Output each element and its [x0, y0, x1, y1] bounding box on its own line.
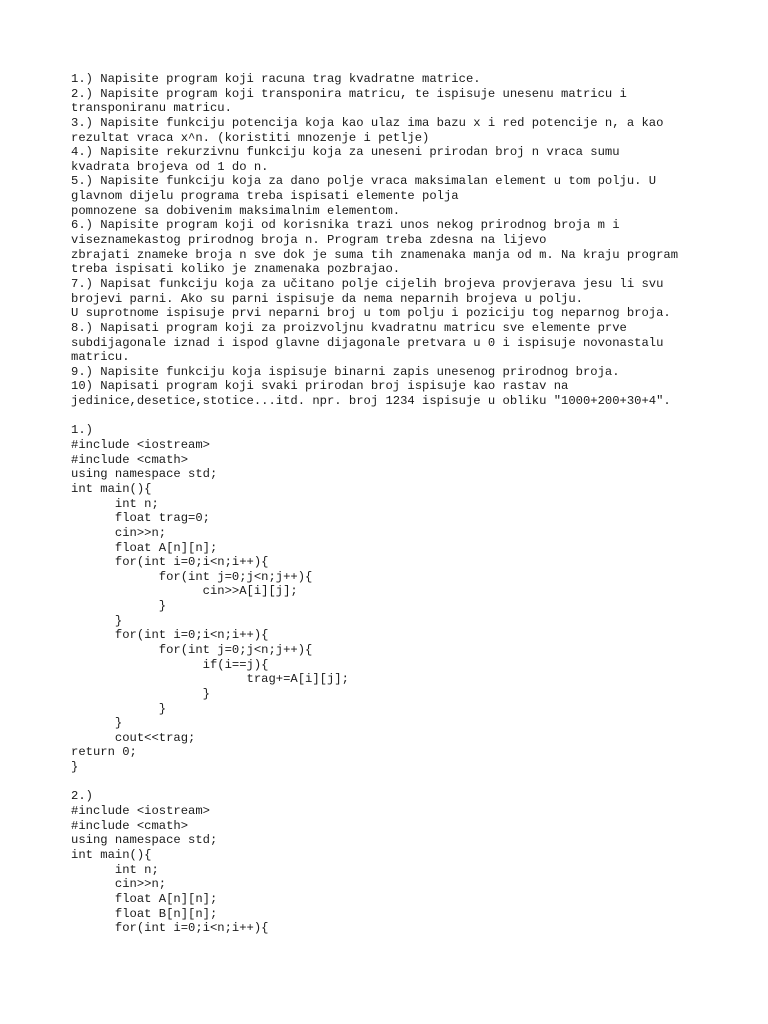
task-line: 3.) Napisite funkciju potencija koja kao ulaz ima bazu x i red potencije n, a kao	[71, 115, 664, 130]
task-line: 5.) Napisite funkciju koja za dano polje vraca maksimalan element u tom polju. U	[71, 174, 657, 189]
task-line: zbrajati znameke broja n sve dok je suma tih znamenaka manja od m. Na kraju program	[71, 247, 679, 262]
code-line: cout<<trag;	[71, 730, 196, 745]
code-line: using namespace std;	[71, 467, 218, 482]
task-line: 7.) Napisat funkciju koja za učitano polje cijelih brojeva provjerava jesu li svu	[71, 276, 664, 291]
task-line: jedinice,desetice,stotice...itd. npr. broj 1234 ispisuje u obliku "1000+200+30+4".	[71, 394, 671, 409]
code-line: }	[71, 701, 167, 716]
code-line: float B[n][n];	[71, 906, 218, 921]
code-line: for(int j=0;j<n;j++){	[71, 569, 313, 584]
code-line: }	[71, 716, 123, 731]
task-line: rezultat vraca x^n. (koristiti mnozenje i petlje)	[71, 130, 430, 145]
code-line: float A[n][n];	[71, 540, 218, 555]
code-line: 2.)	[71, 789, 93, 804]
task-line: treba ispisati koliko je znamenaka pozbrajao.	[71, 262, 401, 277]
task-line: 2.) Napisite program koji transponira matricu, te ispisuje unesenu matricu i	[71, 86, 627, 101]
code-line: return 0;	[71, 745, 137, 760]
code-line: int n;	[71, 496, 159, 511]
code-line: trag+=A[i][j];	[71, 672, 349, 687]
task-line: viseznamekastog prirodnog broja n. Program treba zdesna na lijevo	[71, 233, 547, 248]
task-line: 9.) Napisite funkciju koja ispisuje binarni zapis unesenog prirodnog broja.	[71, 364, 620, 379]
task-line: brojevi parni. Ako su parni ispisuje da nema neparnih brojeva u polju.	[71, 291, 583, 306]
code-line: for(int j=0;j<n;j++){	[71, 642, 313, 657]
code-line: int n;	[71, 862, 159, 877]
code-line: int main(){	[71, 847, 152, 862]
code-block-solution-2	[71, 789, 731, 935]
code-line: for(int i=0;i<n;i++){	[71, 555, 269, 570]
task-line: kvadrata brojeva od 1 do n.	[71, 159, 269, 174]
code-line: float A[n][n];	[71, 891, 218, 906]
paragraph-gap	[71, 775, 731, 790]
task-line: glavnom dijelu programa treba ispisati elemente polja	[71, 189, 459, 204]
code-line: 1.)	[71, 423, 93, 438]
document-page	[71, 72, 731, 936]
code-line: for(int i=0;i<n;i++){	[71, 628, 269, 643]
code-line: using namespace std;	[71, 833, 218, 848]
code-line: #include <cmath>	[71, 452, 189, 467]
code-line: int main(){	[71, 481, 152, 496]
task-line: 6.) Napisite program koji od korisnika trazi unos nekog prirodnog broja m i	[71, 218, 620, 233]
task-line: transponiranu matricu.	[71, 101, 232, 116]
task-line: U suprotnome ispisuje prvi neparni broj u tom polju i poziciju tog neparnog broja.	[71, 306, 671, 321]
task-list	[71, 72, 731, 409]
code-line: }	[71, 599, 167, 614]
task-line: 1.) Napisite program koji racuna trag kvadratne matrice.	[71, 72, 481, 86]
code-line: cin>>A[i][j];	[71, 584, 298, 599]
code-line: #include <iostream>	[71, 804, 210, 819]
paragraph-gap	[71, 409, 731, 424]
code-line: #include <cmath>	[71, 818, 189, 833]
task-line: matricu.	[71, 350, 130, 365]
code-line: cin>>n;	[71, 877, 167, 892]
code-line: float trag=0;	[71, 511, 210, 526]
task-line: subdijagonale iznad i ispod glavne dijagonale pretvara u 0 i ispisuje novonastalu	[71, 335, 664, 350]
code-block-solution-1	[71, 423, 731, 774]
code-line: }	[71, 686, 210, 701]
code-line: for(int i=0;i<n;i++){	[71, 921, 269, 936]
code-line: }	[71, 760, 79, 775]
task-line: 10) Napisati program koji svaki prirodan broj ispisuje kao rastav na	[71, 379, 569, 394]
task-line: 4.) Napisite rekurzivnu funkciju koja za uneseni prirodan broj n vraca sumu	[71, 145, 620, 160]
task-line: pomnozene sa dobivenim maksimalnim elementom.	[71, 203, 401, 218]
code-line: }	[71, 613, 123, 628]
code-line: #include <iostream>	[71, 438, 210, 453]
task-line: 8.) Napisati program koji za proizvoljnu kvadratnu matricu sve elemente prve	[71, 320, 627, 335]
code-line: if(i==j){	[71, 657, 269, 672]
code-line: cin>>n;	[71, 525, 167, 540]
